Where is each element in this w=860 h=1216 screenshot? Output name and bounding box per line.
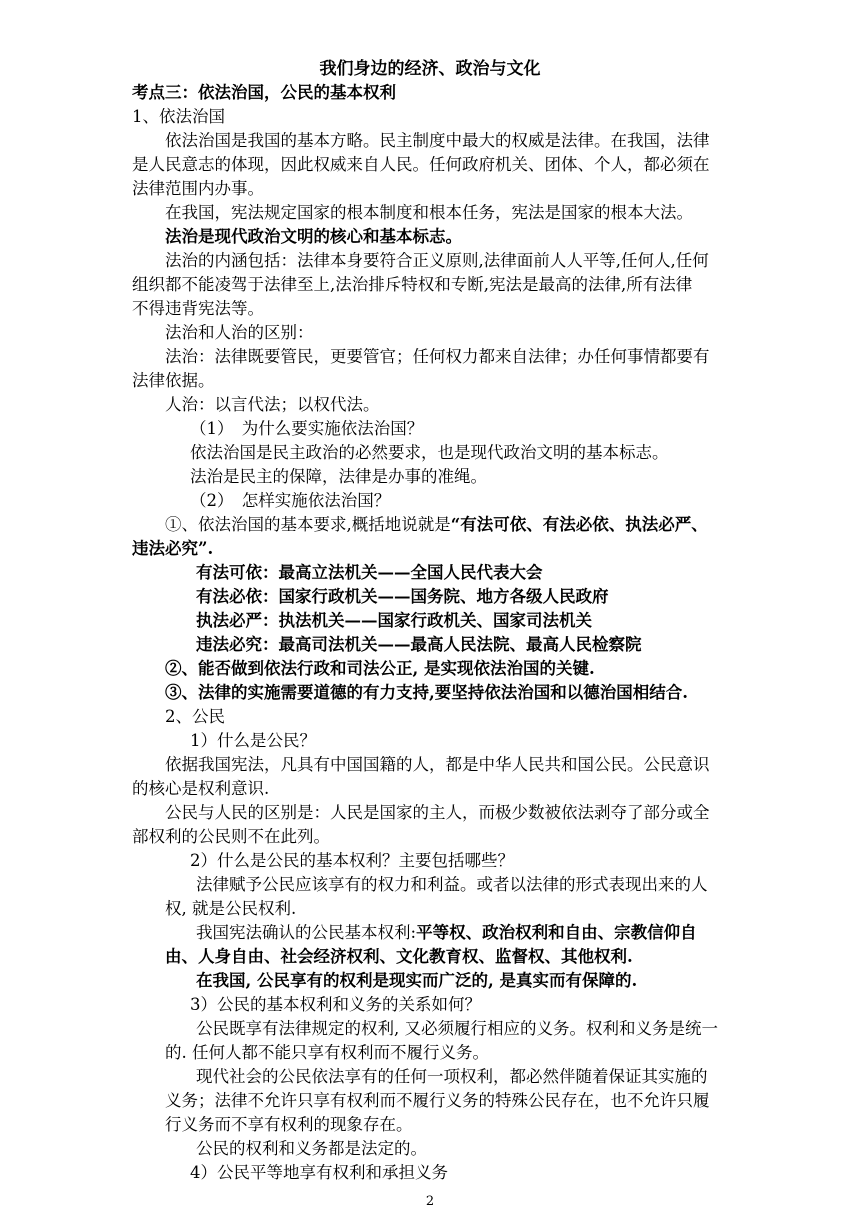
- question-heading: （2） 怎样实施依法治国？: [190, 491, 391, 510]
- subheading-citizen: 2、公民: [165, 707, 225, 726]
- paragraph-line: 法律赋予公民应该享有的权力和利益。或者以法律的形式表现出来的人: [196, 875, 708, 894]
- paragraph-line: 不得违背宪法等。: [132, 299, 264, 318]
- bold-statement: ③、法律的实施需要道德的有力支持,要坚持依法治国和以德治国相结合.: [165, 683, 688, 702]
- paragraph-line: 法律范围内办事。: [132, 179, 264, 198]
- paragraph-line: 依法治国是民主政治的必然要求，也是现代政治文明的基本标志。: [190, 443, 669, 462]
- paragraph-line: 法治和人治的区别：: [165, 323, 314, 342]
- requirement-intro: ①、依法治国的基本要求,概括地说就是: [165, 515, 451, 534]
- subheading-rule-of-law: 1、依法治国: [132, 107, 225, 126]
- paragraph-line: 法律依据。: [132, 371, 215, 390]
- paragraph-line: 是人民意志的体现，因此权威来自人民。任何政府机关、团体、个人，都必须在: [132, 155, 710, 174]
- question-heading: 3）公民的基本权利和义务的关系如何？: [190, 995, 481, 1014]
- bold-statement: ②、能否做到依法行政和司法公正, 是实现依法治国的关键.: [165, 659, 595, 678]
- bold-statement: 法治是现代政治文明的核心和基本标志。: [165, 227, 462, 246]
- policy-item: 执法必严：执法机关——国家行政机关、国家司法机关: [196, 611, 592, 630]
- paragraph-line: 依据我国宪法，凡具有中国国籍的人，都是中华人民共和国公民。公民意识: [165, 755, 710, 774]
- paragraph-line: 在我国，宪法规定国家的根本制度和根本任务，宪法是国家的根本大法。: [165, 203, 693, 222]
- paragraph-line: 法治：法律既要管民，更要管官；任何权力都来自法律；办任何事情都要有: [165, 347, 710, 366]
- paragraph-line: [196, 921, 732, 945]
- paragraph-line: 法治的内涵包括：法律本身要符合正义原则,法律面前人人平等,任何人,任何: [165, 251, 709, 270]
- paragraph-line: 现代社会的公民依法享有的任何一项权利，都必然伴随着保证其实施的: [196, 1067, 708, 1086]
- policy-item: 违法必究：最高司法机关——最高人民法院、最高人民检察院: [196, 635, 642, 654]
- paragraph-line: 依法治国是我国的基本方略。民主制度中最大的权威是法律。在我国，法律: [165, 131, 710, 150]
- paragraph-line: 人治：以言代法；以权代法。: [165, 395, 380, 414]
- paragraph-line: 的. 任何人都不能只享有权利而不履行义务。: [165, 1043, 489, 1062]
- bold-statement: 在我国, 公民享有的权利是现实而广泛的, 是真实而有保障的.: [196, 971, 638, 990]
- rights-intro: 我国宪法确认的公民基本权利:: [196, 923, 417, 942]
- paragraph-line: 权, 就是公民权利.: [165, 899, 297, 918]
- policy-item: 有法可依：最高立法机关——全国人民代表大会: [196, 563, 543, 582]
- paragraph-line: 违法必究”.: [132, 539, 214, 558]
- paragraph-line: 法治是民主的保障，法律是办事的准绳。: [190, 467, 487, 486]
- sixteen-character-policy: “有法可依、有法必依、执法必严、: [450, 515, 708, 534]
- paragraph-line: 公民的权利和义务都是法定的。: [196, 1139, 427, 1158]
- paragraph-line: 组织都不能凌驾于法律至上,法治排斥特权和专断,宪法是最高的法律,所有法律: [132, 275, 693, 294]
- policy-item: 有法必依：国家行政机关——国务院、地方各级人民政府: [196, 587, 609, 606]
- paragraph-line: 公民既享有法律规定的权利, 又必须履行相应的义务。权利和义务是统一: [196, 1019, 718, 1038]
- paragraph-line: 的核心是权利意识.: [132, 779, 270, 798]
- paragraph-line: 部权利的公民则不在此列。: [132, 827, 330, 846]
- question-heading: 2）什么是公民的基本权利？主要包括哪些？: [190, 851, 514, 870]
- question-heading: 4）公民平等地享有权利和承担义务: [190, 1163, 448, 1182]
- section-heading: 考点三：依法治国，公民的基本权利: [132, 83, 396, 102]
- rights-list-cont: 由、人身自由、社会经济权利、文化教育权、监督权、其他权利.: [165, 947, 633, 966]
- paragraph-line: [165, 513, 732, 537]
- document-title: 我们身边的经济、政治与文化: [319, 59, 541, 79]
- rights-list-start: 平等权、政治权利和自由、宗教信仰自: [416, 923, 697, 942]
- question-heading: 1）什么是公民？: [190, 731, 316, 750]
- paragraph-line: 公民与人民的区别是：人民是国家的主人，而极少数被依法剥夺了部分或全: [165, 803, 710, 822]
- paragraph-line: 行义务而不享有权利的现象存在。: [165, 1115, 413, 1134]
- question-heading: （1） 为什么要实施依法治国？: [190, 419, 424, 438]
- paragraph-line: 义务；法律不允许只享有权利而不履行义务的特殊公民存在，也不允许只履: [165, 1091, 710, 1110]
- page-number: 2: [425, 1194, 435, 1209]
